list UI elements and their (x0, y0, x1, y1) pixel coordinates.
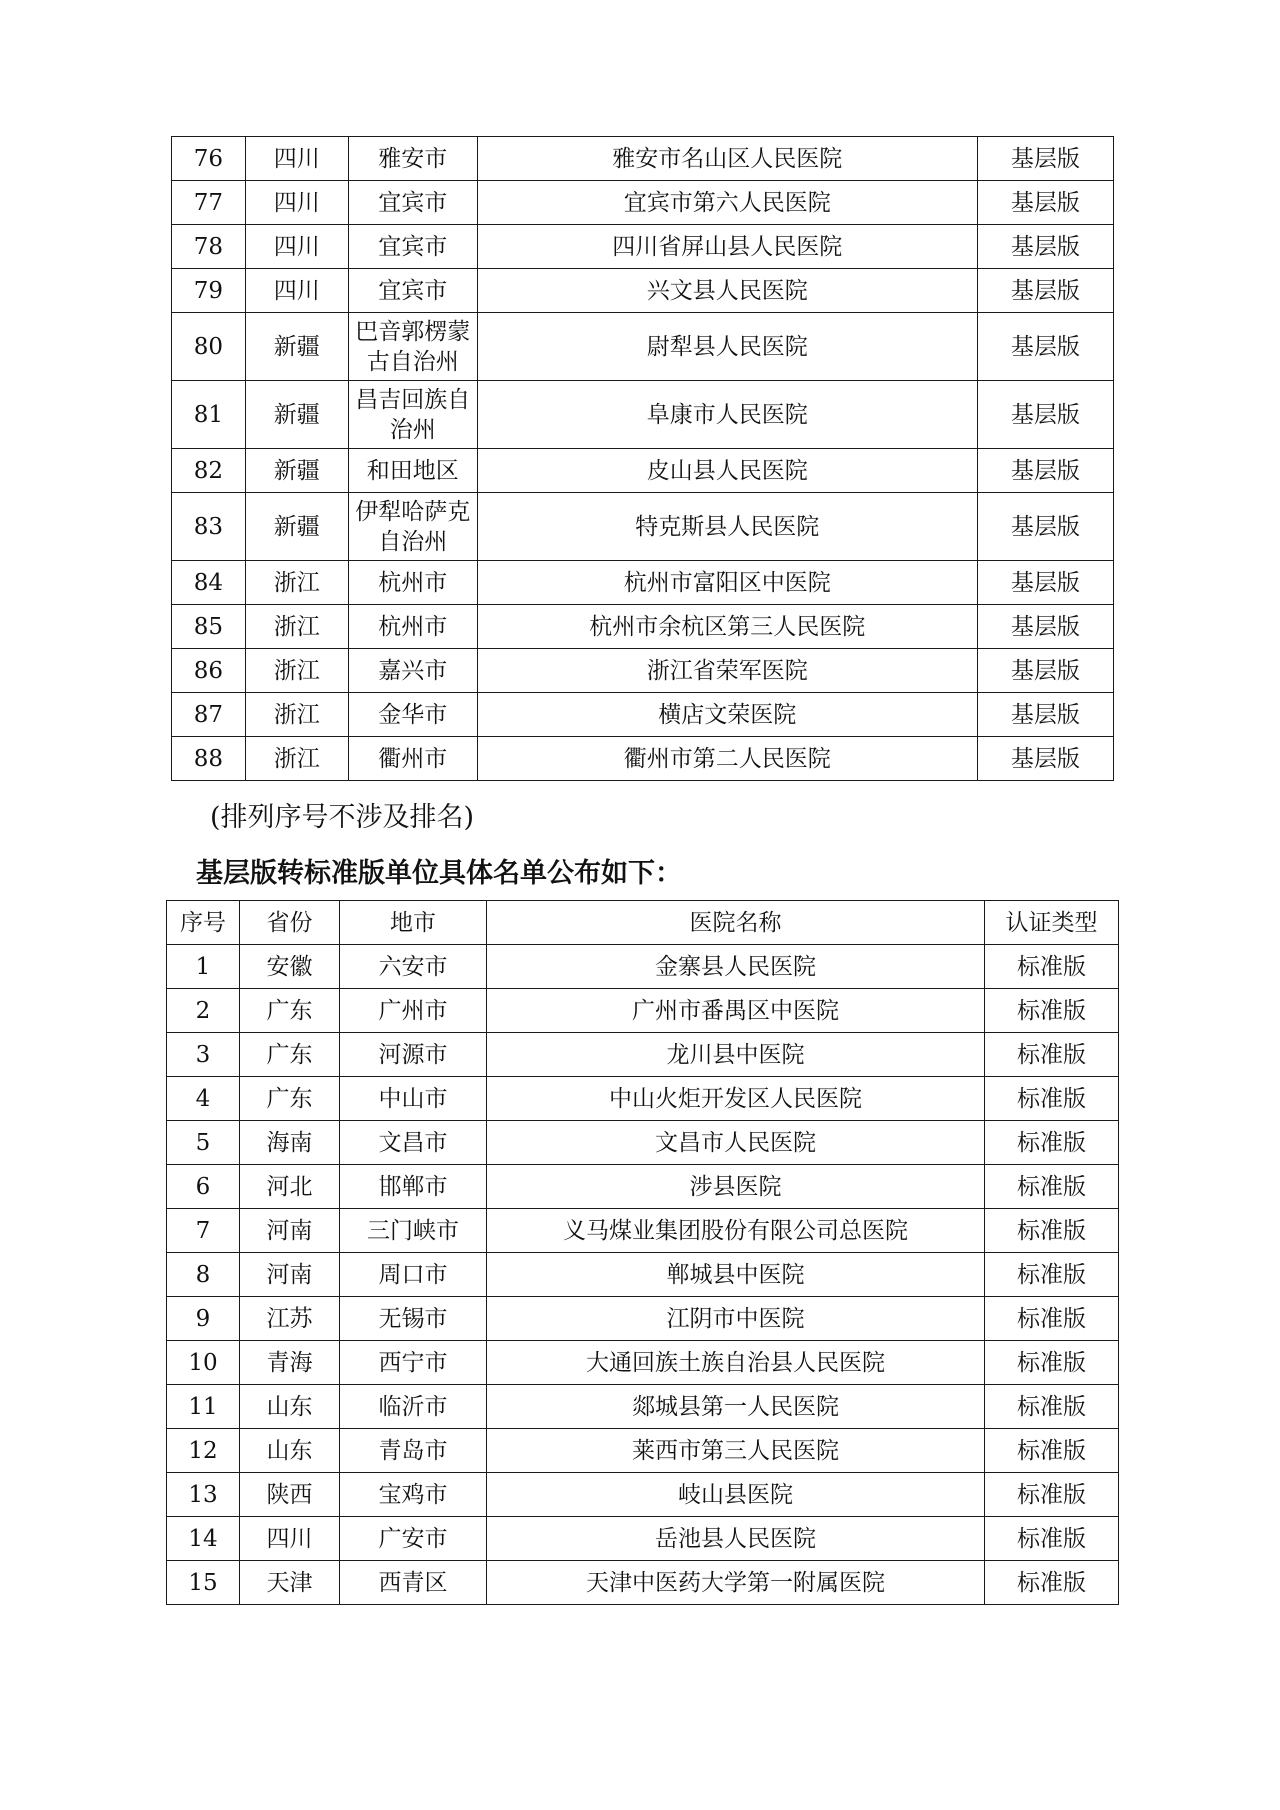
table-row (172, 181, 1114, 225)
city-cell: 三门峡市 (340, 1209, 487, 1253)
city-cell: 宝鸡市 (340, 1473, 487, 1517)
certification-type-cell: 标准版 (985, 1033, 1119, 1077)
city-cell: 中山市 (340, 1077, 487, 1121)
province-cell: 新疆 (245, 381, 348, 449)
hospital-name-cell: 天津中医药大学第一附属医院 (487, 1561, 985, 1605)
table-row (167, 1561, 1119, 1605)
province-cell: 陕西 (240, 1473, 340, 1517)
city-cell: 衢州市 (348, 737, 477, 781)
row-number: 11 (167, 1385, 240, 1429)
province-cell: 山东 (240, 1429, 340, 1473)
city-cell: 西青区 (340, 1561, 487, 1605)
province-cell: 新疆 (245, 493, 348, 561)
city-cell (348, 313, 477, 381)
certification-type-cell: 基层版 (977, 561, 1113, 605)
certification-type-cell: 标准版 (985, 1473, 1119, 1517)
hospital-name-cell: 皮山县人民医院 (477, 449, 977, 493)
hospital-name-cell: 杭州市富阳区中医院 (477, 561, 977, 605)
certification-type-cell: 标准版 (985, 945, 1119, 989)
city-cell: 杭州市 (348, 605, 477, 649)
city-cell: 金华市 (348, 693, 477, 737)
row-number: 77 (172, 181, 246, 225)
row-number: 78 (172, 225, 246, 269)
column-header-hospital: 医院名称 (487, 901, 985, 945)
province-cell: 浙江 (245, 649, 348, 693)
row-number: 10 (167, 1341, 240, 1385)
table-row (167, 945, 1119, 989)
province-cell: 四川 (245, 181, 348, 225)
city-cell: 河源市 (340, 1033, 487, 1077)
hospital-name-cell: 雅安市名山区人民医院 (477, 137, 977, 181)
certification-type-cell: 标准版 (985, 1341, 1119, 1385)
city-cell: 文昌市 (340, 1121, 487, 1165)
hospital-name-cell: 文昌市人民医院 (487, 1121, 985, 1165)
certification-type-cell: 基层版 (977, 181, 1113, 225)
province-cell: 四川 (245, 225, 348, 269)
city-cell (348, 381, 477, 449)
certification-type-cell: 基层版 (977, 269, 1113, 313)
province-cell: 青海 (240, 1341, 340, 1385)
city-cell: 临沂市 (340, 1385, 487, 1429)
row-number: 1 (167, 945, 240, 989)
province-cell: 海南 (240, 1121, 340, 1165)
certification-type-cell: 标准版 (985, 1429, 1119, 1473)
province-cell: 广东 (240, 989, 340, 1033)
city-cell: 青岛市 (340, 1429, 487, 1473)
table-row (167, 1385, 1119, 1429)
row-number: 81 (172, 381, 246, 449)
column-header-number: 序号 (167, 901, 240, 945)
city-line: 巴音郭楞蒙 (355, 318, 471, 345)
row-number: 14 (167, 1517, 240, 1561)
province-cell: 安徽 (240, 945, 340, 989)
row-number: 15 (167, 1561, 240, 1605)
certification-type-cell: 基层版 (977, 381, 1113, 449)
table-row (167, 1033, 1119, 1077)
column-header-province: 省份 (240, 901, 340, 945)
province-cell: 浙江 (245, 737, 348, 781)
column-header-type: 认证类型 (985, 901, 1119, 945)
certification-type-cell: 基层版 (977, 649, 1113, 693)
city-line: 自治州 (378, 528, 448, 555)
city-cell: 杭州市 (348, 561, 477, 605)
certification-type-cell: 标准版 (985, 989, 1119, 1033)
certification-type-cell: 基层版 (977, 225, 1113, 269)
table-row (167, 1253, 1119, 1297)
certification-type-cell: 基层版 (977, 313, 1113, 381)
table-row (172, 493, 1114, 561)
table-row (167, 1517, 1119, 1561)
certification-type-cell: 标准版 (985, 1209, 1119, 1253)
row-number: 84 (172, 561, 246, 605)
table-row (172, 605, 1114, 649)
certification-type-cell: 标准版 (985, 1561, 1119, 1605)
hospital-name-cell: 横店文荣医院 (477, 693, 977, 737)
hospital-name-cell: 岐山县医院 (487, 1473, 985, 1517)
table-header-row (167, 901, 1119, 945)
row-number: 2 (167, 989, 240, 1033)
hospital-name-cell: 浙江省荣军医院 (477, 649, 977, 693)
hospital-name-cell: 特克斯县人民医院 (477, 493, 977, 561)
table-row (167, 1473, 1119, 1517)
table-row (172, 693, 1114, 737)
row-number: 5 (167, 1121, 240, 1165)
province-cell: 四川 (245, 269, 348, 313)
province-cell: 广东 (240, 1033, 340, 1077)
province-cell: 河北 (240, 1165, 340, 1209)
city-cell: 西宁市 (340, 1341, 487, 1385)
certification-type-cell: 基层版 (977, 449, 1113, 493)
province-cell: 浙江 (245, 605, 348, 649)
city-cell: 雅安市 (348, 137, 477, 181)
certification-type-cell: 标准版 (985, 1385, 1119, 1429)
row-number: 83 (172, 493, 246, 561)
table-row (167, 1209, 1119, 1253)
row-number: 9 (167, 1297, 240, 1341)
hospital-name-cell: 杭州市余杭区第三人民医院 (477, 605, 977, 649)
hospital-name-cell: 大通回族土族自治县人民医院 (487, 1341, 985, 1385)
hospital-name-cell: 莱西市第三人民医院 (487, 1429, 985, 1473)
hospital-name-cell: 兴文县人民医院 (477, 269, 977, 313)
city-cell: 广州市 (340, 989, 487, 1033)
certification-type-cell: 标准版 (985, 1517, 1119, 1561)
hospital-name-cell: 阜康市人民医院 (477, 381, 977, 449)
city-cell: 宜宾市 (348, 269, 477, 313)
table-row (172, 137, 1114, 181)
row-number: 86 (172, 649, 246, 693)
city-cell (348, 493, 477, 561)
hospital-name-cell: 岳池县人民医院 (487, 1517, 985, 1561)
province-cell: 浙江 (245, 693, 348, 737)
certification-type-cell: 基层版 (977, 493, 1113, 561)
city-line: 昌吉回族自 (355, 386, 471, 413)
city-cell: 周口市 (340, 1253, 487, 1297)
city-cell: 邯郸市 (340, 1165, 487, 1209)
city-cell: 六安市 (340, 945, 487, 989)
table-row (172, 449, 1114, 493)
row-number: 80 (172, 313, 246, 381)
table-row (172, 225, 1114, 269)
province-cell: 浙江 (245, 561, 348, 605)
hospital-name-cell: 中山火炬开发区人民医院 (487, 1077, 985, 1121)
hospital-name-cell: 江阴市中医院 (487, 1297, 985, 1341)
certification-type-cell: 基层版 (977, 137, 1113, 181)
row-number: 7 (167, 1209, 240, 1253)
column-header-city: 地市 (340, 901, 487, 945)
table-row (167, 989, 1119, 1033)
city-line: 古自治州 (366, 348, 459, 375)
hospital-name-cell: 衢州市第二人民医院 (477, 737, 977, 781)
province-cell: 天津 (240, 1561, 340, 1605)
province-cell: 广东 (240, 1077, 340, 1121)
hospital-name-cell: 广州市番禺区中医院 (487, 989, 985, 1033)
hospital-name-cell: 义马煤业集团股份有限公司总医院 (487, 1209, 985, 1253)
upgraded-hospital-table (166, 900, 1119, 1605)
province-cell: 河南 (240, 1253, 340, 1297)
city-line: 治州 (389, 416, 436, 443)
ranking-note: (排列序号不涉及排名) (210, 802, 475, 833)
city-cell: 和田地区 (348, 449, 477, 493)
row-number: 82 (172, 449, 246, 493)
table-row (172, 269, 1114, 313)
city-cell: 宜宾市 (348, 225, 477, 269)
certification-type-cell: 标准版 (985, 1077, 1119, 1121)
row-number: 3 (167, 1033, 240, 1077)
certification-type-cell: 基层版 (977, 693, 1113, 737)
hospital-name-cell: 龙川县中医院 (487, 1033, 985, 1077)
row-number: 8 (167, 1253, 240, 1297)
table-row (167, 1341, 1119, 1385)
city-cell: 宜宾市 (348, 181, 477, 225)
certification-type-cell: 基层版 (977, 605, 1113, 649)
province-cell: 四川 (245, 137, 348, 181)
table-row (172, 737, 1114, 781)
hospital-name-cell: 金寨县人民医院 (487, 945, 985, 989)
row-number: 4 (167, 1077, 240, 1121)
certification-type-cell: 标准版 (985, 1297, 1119, 1341)
hospital-table-continued (171, 136, 1114, 781)
table-row (167, 1429, 1119, 1473)
table-row (167, 1297, 1119, 1341)
table-row (172, 313, 1114, 381)
section-heading: 基层版转标准版单位具体名单公布如下： (196, 858, 682, 889)
table-row (172, 649, 1114, 693)
row-number: 85 (172, 605, 246, 649)
table-row (172, 561, 1114, 605)
city-cell: 无锡市 (340, 1297, 487, 1341)
certification-type-cell: 标准版 (985, 1165, 1119, 1209)
row-number: 79 (172, 269, 246, 313)
province-cell: 山东 (240, 1385, 340, 1429)
hospital-name-cell: 尉犁县人民医院 (477, 313, 977, 381)
row-number: 12 (167, 1429, 240, 1473)
hospital-name-cell: 郸城县中医院 (487, 1253, 985, 1297)
hospital-name-cell: 宜宾市第六人民医院 (477, 181, 977, 225)
table-row (172, 381, 1114, 449)
table-row (167, 1121, 1119, 1165)
certification-type-cell: 标准版 (985, 1253, 1119, 1297)
row-number: 6 (167, 1165, 240, 1209)
city-cell: 嘉兴市 (348, 649, 477, 693)
row-number: 13 (167, 1473, 240, 1517)
hospital-name-cell: 四川省屏山县人民医院 (477, 225, 977, 269)
city-line: 伊犁哈萨克 (355, 498, 471, 525)
province-cell: 江苏 (240, 1297, 340, 1341)
certification-type-cell: 基层版 (977, 737, 1113, 781)
row-number: 76 (172, 137, 246, 181)
city-cell: 广安市 (340, 1517, 487, 1561)
certification-type-cell: 标准版 (985, 1121, 1119, 1165)
province-cell: 河南 (240, 1209, 340, 1253)
province-cell: 新疆 (245, 313, 348, 381)
hospital-name-cell: 郯城县第一人民医院 (487, 1385, 985, 1429)
table-row (167, 1165, 1119, 1209)
province-cell: 四川 (240, 1517, 340, 1561)
row-number: 87 (172, 693, 246, 737)
province-cell: 新疆 (245, 449, 348, 493)
table-row (167, 1077, 1119, 1121)
hospital-name-cell: 涉县医院 (487, 1165, 985, 1209)
row-number: 88 (172, 737, 246, 781)
